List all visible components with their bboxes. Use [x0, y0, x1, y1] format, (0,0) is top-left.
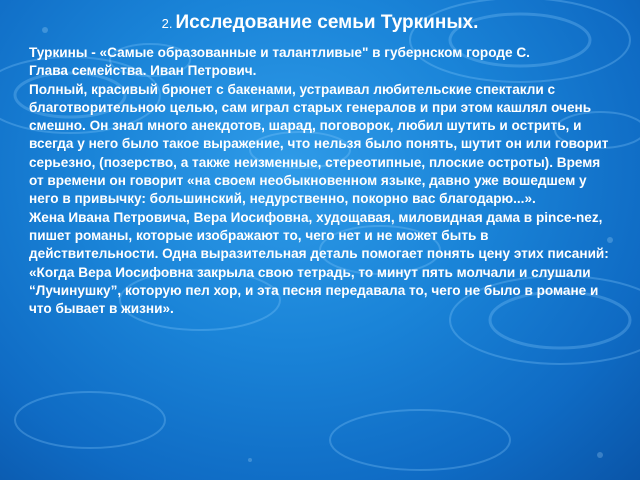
paragraph-vera-iosifovna: Жена Ивана Петровича, Вера Иосифовна, худощавая, миловидная дама в pince-nez, пишет романы, которые изображают то, чего нет и не может быть в действительности. Одна выразительная деталь помогает понять цену этих писаний: «Когда Вера Иосифовна закрыла свою тетрадь, то минут пять молчали и слушали “Лучинушку”, которую пел хор, и эта песня передавала то, чего не было в романе и что бывает в жизни».	[29, 209, 609, 317]
paragraph-ivan-petrovich: Полный, красивый брюнет с бакенами, устраивал любительские спектакли с благотворительною целью, сам играл старых генералов и при этом кашлял очень смешно. Он знал много анекдотов, шарад, поговорок, любил шутить и острить, и всегда у него было такое выражение, что нельзя было понять, шутит он или говорит серьезно, (позерство, а также неизменные, стереотипные, плоские остроты). Время от времени он говорит «на своем необыкновенном языке, давно уже вошедшем у него в привычку: большинский, недурственно, покорно вас благодарю...».	[29, 81, 609, 207]
slide-body	[29, 44, 613, 318]
title-text: Исследование семьи Туркиных.	[175, 12, 479, 33]
slide-title	[0, 12, 640, 34]
paragraph-head-of-family: Глава семейства. Иван Петрович.	[29, 63, 257, 79]
title-number: 2.	[161, 16, 173, 31]
paragraph-intro: Туркины - «Самые образованные и талантливые" в губернском городе С.	[29, 45, 530, 60]
